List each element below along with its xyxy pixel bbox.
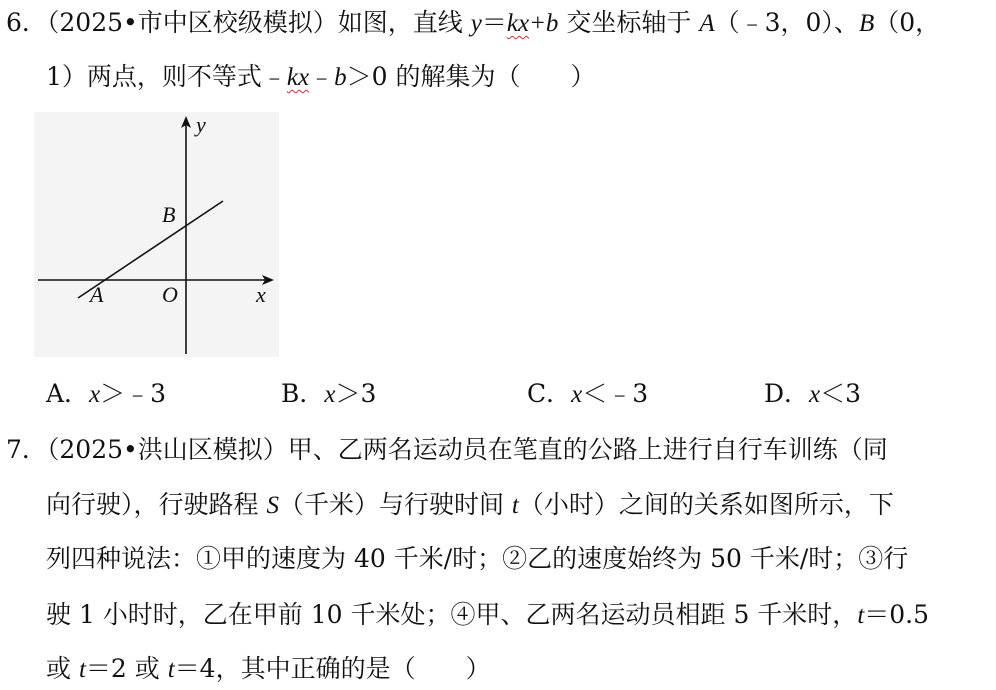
q7-text: （千米）与行驶时间 [278,490,512,519]
q7-var-t: t [857,602,865,629]
q7-text: （2025•洪山区模拟）甲、乙两名运动员在笔直的公路上进行自行车训练（同 [46,435,888,464]
q6-line-1 [6,10,940,36]
q6-number: 6． [6,8,47,37]
option-relation: ＞﹣3 [100,379,167,408]
q7-var-s: S [266,492,279,519]
graph-label-point-b: B [162,202,176,227]
q7-line-5 [46,656,491,682]
q7-text: ＝0.5 [864,600,930,629]
q6-ineq-rest: ＞0 的解集为（ ） [346,62,596,91]
q6-line-2 [46,64,596,90]
option-relation: ＜﹣3 [582,379,649,408]
q6-point-a: A [699,10,715,37]
q7-text: ＝2 或 [85,654,168,683]
q7-line-3 [46,546,908,571]
q6-eq-b: +b [529,10,559,37]
option-letter: B． [281,379,325,408]
option-var: x [809,381,821,408]
q7-line-4 [46,602,929,628]
q6-source: （2025•市中区校级模拟） [46,8,338,37]
option-relation: ＞3 [335,379,377,408]
q6-text: 交坐标轴于 [558,8,700,37]
q6-graph [34,112,279,357]
q7-line-2 [46,492,894,518]
q7-var-t: t [167,656,175,683]
option-letter: C． [527,379,572,408]
q6-ineq-minus: ﹣ [309,62,335,91]
q7-text: 列四种说法：①甲的速度为 40 千米/时；②乙的速度始终为 50 千米/时；③行 [46,544,909,573]
graph-label-y: y [196,112,206,137]
q7-line-1 [6,437,888,462]
q7-var-t: t [511,492,519,519]
q6-ineq-b: b [334,64,347,91]
option-letter: A． [46,379,90,408]
option-letter: D． [764,379,810,408]
option-var: x [324,381,336,408]
graph-background [34,112,279,357]
q6-eq-kx: kx [506,10,530,37]
graph-label-origin: O [162,282,178,307]
q6-option-a[interactable] [46,381,166,407]
q7-text: ＝4，其中正确的是（ ） [174,654,491,683]
q7-number: 7． [6,435,47,464]
q6-option-d[interactable] [764,381,861,407]
q6-ineq-kx: kx [286,64,310,91]
graph-label-point-a: A [90,282,104,307]
q6-eq-y: y [470,10,482,37]
q7-var-t: t [78,656,86,683]
q6-text: 1）两点，则不等式﹣ [46,62,287,91]
q6-option-c[interactable] [527,381,648,407]
q6-coords-b: （0， [874,8,941,37]
option-var: x [89,381,101,408]
option-var: x [571,381,583,408]
q7-text: 驶 1 小时时，乙在甲前 10 千米处；④甲、乙两名运动员相距 5 千米时， [46,600,858,629]
q7-text: 或 [46,654,79,683]
q6-coords-a: （﹣3，0）、 [714,8,859,37]
q6-text: 如图，直线 [337,8,471,37]
option-relation: ＜3 [820,379,862,408]
q7-text: 向行驶），行驶路程 [46,490,267,519]
q6-option-b[interactable] [281,381,376,407]
graph-label-x: x [256,282,266,307]
q7-text: （小时）之间的关系如图所示，下 [518,490,894,519]
q6-eq-equals: ＝ [481,8,507,37]
q6-point-b: B [858,10,875,37]
